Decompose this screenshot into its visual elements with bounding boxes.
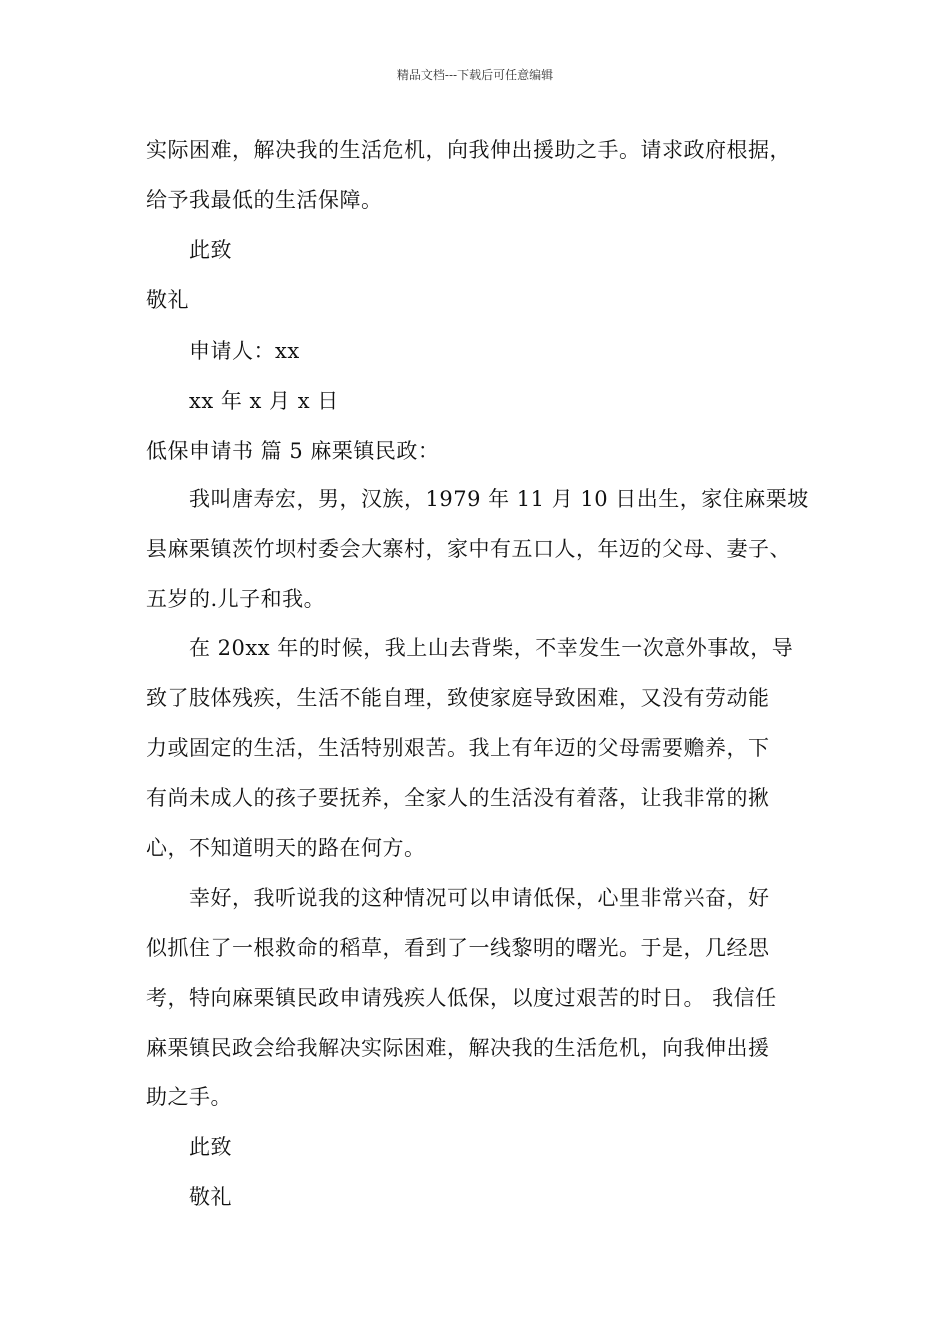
body-text-line: 考，特向麻栗镇民政申请残疾人低保，以度过艰苦的时日。 我信任 [146, 986, 777, 1010]
body-text-line: 有尚未成人的孩子要抚养，全家人的生活没有着落，让我非常的揪 [146, 786, 770, 810]
body-text-line: 县麻栗镇茨竹坝村委会大寨村，家中有五口人，年迈的父母、妻子、 [146, 537, 791, 561]
body-text-line: 力或固定的生活，生活特别艰苦。我上有年迈的父母需要赡养，下 [146, 736, 770, 760]
body-text-line: 幸好，我听说我的这种情况可以申请低保，心里非常兴奋，好 [189, 886, 770, 910]
closing-salutation: 此致 [189, 238, 232, 262]
closing-salutation: 此致 [189, 1135, 232, 1159]
application-date: xx 年 x 月 x 日 [189, 389, 339, 413]
section-title: 低保申请书 篇 5 麻栗镇民政： [146, 439, 440, 463]
body-text-line: 五岁的.儿子和我。 [146, 587, 326, 611]
body-text-line: 实际困难，解决我的生活危机，向我伸出援助之手。请求政府根据， [146, 138, 791, 162]
body-text-line: 心，不知道明天的路在何方。 [146, 836, 426, 860]
body-text-line: 似抓住了一根救命的稻草，看到了一线黎明的曙光。于是，几经思 [146, 936, 770, 960]
applicant-name: 申请人：xx [189, 339, 300, 363]
closing-regards: 敬礼 [189, 1185, 232, 1209]
body-text-line: 助之手。 [146, 1085, 232, 1109]
closing-regards: 敬礼 [146, 288, 189, 312]
body-text-line: 麻栗镇民政会给我解决实际困难，解决我的生活危机，向我伸出援 [146, 1036, 770, 1060]
body-text-line: 我叫唐寿宏，男，汉族，1979 年 11 月 10 日出生，家住麻栗坡 [189, 487, 809, 511]
body-text-line: 在 20xx 年的时候，我上山去背柴，不幸发生一次意外事故，导 [189, 636, 794, 660]
body-text-line: 致了肢体残疾，生活不能自理，致使家庭导致困难，又没有劳动能 [146, 686, 770, 710]
page-header: 精品文档---下载后可任意编辑 [396, 68, 554, 82]
body-text-line: 给予我最低的生活保障。 [146, 188, 383, 212]
